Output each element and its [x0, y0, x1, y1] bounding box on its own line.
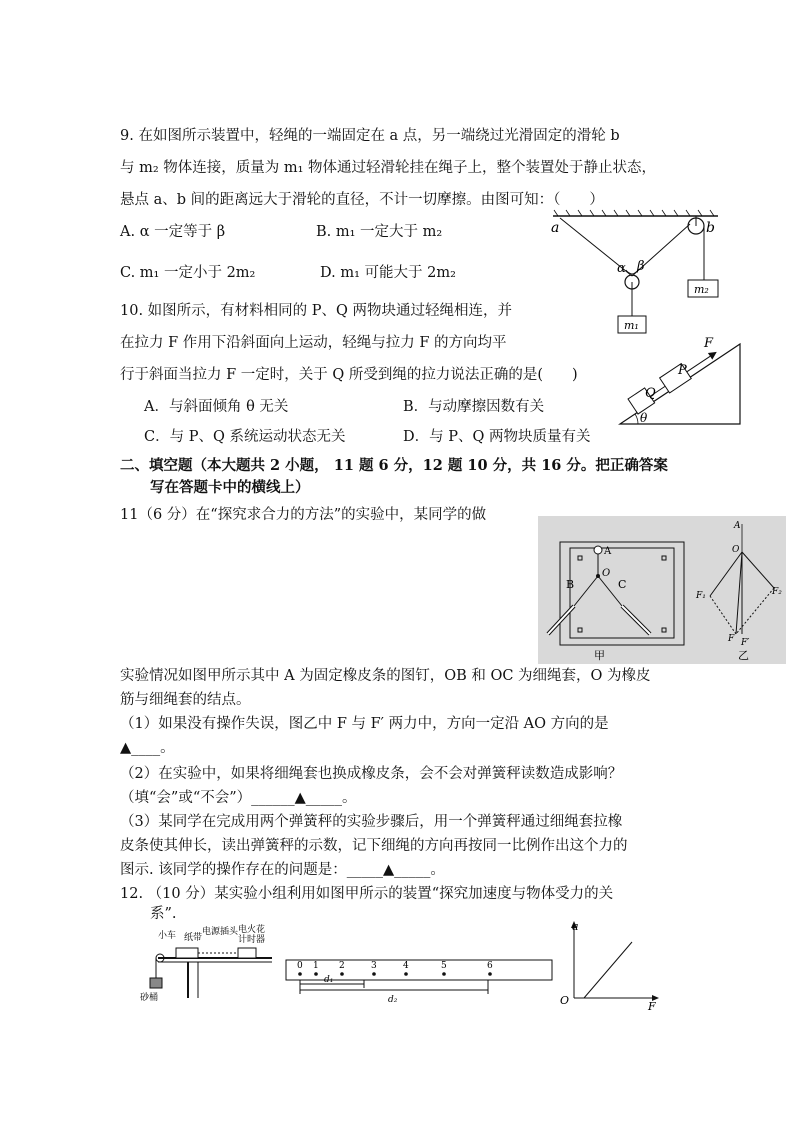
q11-fig-label-f1: F₁	[696, 591, 706, 601]
q10-incline-figure	[618, 338, 748, 428]
q12-fig-label-f-axis: F	[648, 1000, 656, 1013]
q11-fig-label-yi: 乙	[738, 649, 749, 662]
q12-fig-label-plug: 电源插头	[202, 927, 239, 937]
tape-dot	[314, 972, 318, 976]
q11-part3-line1: （3）某同学在完成用两个弹簧秤的实验步骤后，用一个弹簧秤通过细绳套拉橡	[120, 814, 623, 830]
q9-fig-label-alpha: α	[617, 261, 626, 276]
q12-fig-label-timer2: 计时器	[238, 935, 266, 945]
q11-fig-label-fprime: F′	[741, 638, 750, 648]
q11-fig-label-a2: A	[734, 521, 741, 531]
tape-tick-label: 3	[371, 961, 377, 971]
q11-fig-label-f: F	[728, 634, 735, 644]
q11-part3-answer-blank[interactable]: 图示. 该同学的操作存在的问题是：_____▲_____。	[120, 862, 445, 878]
q9-option-b: B. m₁ 一定大于 m₂	[316, 224, 443, 240]
q11-part1-line1: （1）如果没有操作失误，图乙中 F 与 F′ 两力中，方向一定沿 AO 方向的是	[120, 716, 609, 732]
section2-heading-line2: 写在答题卡中的横线上）	[150, 479, 310, 496]
tape-dot	[372, 972, 376, 976]
q12-stem-line2: 系”.	[150, 906, 177, 922]
q9-pulley-figure	[548, 210, 728, 340]
tape-tick-label: 0	[297, 961, 303, 971]
q9-fig-label-b: b	[706, 220, 715, 236]
q10-option-b: B．与动摩擦因数有关	[403, 399, 545, 415]
q11-part1-answer-blank[interactable]: ▲____。	[120, 740, 175, 756]
q11-fig-label-c: C	[618, 578, 627, 591]
q12-apparatus-figure	[138, 922, 278, 1002]
q12-graph-figure	[552, 918, 662, 1013]
q10-stem-line1: 10. 如图所示，有材料相同的 P、Q 两物块通过轻绳相连，并	[120, 303, 513, 319]
q11-stem-line3: 筋与细绳套的结点。	[120, 692, 251, 708]
q10-stem-line3: 行于斜面当拉力 F 一定时，关于 Q 所受到绳的拉力说法正确的是( )	[120, 367, 578, 383]
q9-stem-line3: 悬点 a、b 间的距离远大于滑轮的直径，不计一切摩擦。由图可知：（ ）	[120, 192, 604, 208]
q12-fig-label-tape: 纸带	[184, 933, 203, 943]
tape-tick-label: 5	[441, 961, 447, 971]
q11-fig-label-o: O	[602, 568, 611, 579]
q10-fig-label-f: F	[704, 336, 714, 351]
tape-dot	[404, 972, 408, 976]
q9-option-c: C. m₁ 一定小于 2m₂	[120, 265, 256, 281]
q12-fig-label-d2: d₂	[388, 995, 398, 1005]
tape-tick-marks	[297, 961, 493, 976]
tape-tick-label: 2	[339, 961, 345, 971]
q11-fig-label-jia: 甲	[594, 649, 605, 662]
q9-stem-line2: 与 m₂ 物体连接，质量为 m₁ 物体通过轻滑轮挂在绳子上，整个装置处于静止状态，	[120, 160, 657, 176]
q10-option-a: A．与斜面倾角 θ 无关	[144, 399, 289, 415]
section2-heading-line1: 二、填空题（本大题共 2 小题， 11 题 6 分，12 题 10 分，共 16 分。把正确答案	[120, 457, 668, 474]
tape-tick-label: 6	[487, 961, 493, 971]
q9-fig-label-a: a	[551, 220, 560, 236]
q9-fig-label-m2: m₂	[694, 283, 709, 296]
q10-option-d: D．与 P、Q 两物块质量有关	[403, 429, 591, 445]
q11-part2-line1: （2）在实验中，如果将细绳套也换成橡皮条，会不会对弹簧秤读数造成影响？	[120, 766, 623, 782]
tape-dot	[488, 972, 492, 976]
q10-stem-line2: 在拉力 F 作用下沿斜面向上运动，轻绳与拉力 F 的方向均平	[120, 335, 507, 351]
q11-stem-line2: 实验情况如图甲所示其中 A 为固定橡皮条的图钉，OB 和 OC 为细绳套，O 为橡皮	[120, 668, 651, 684]
tape-tick-label: 1	[313, 961, 319, 971]
q9-stem-line1: 9. 在如图所示装置中，轻绳的一端固定在 a 点，另一端绕过光滑固定的滑轮 b	[120, 128, 620, 144]
q10-fig-label-theta: θ	[640, 411, 648, 425]
q11-fig-label-a: A	[604, 546, 612, 557]
q11-part3-line2: 皮条使其伸长，读出弹簧秤的示数，记下细绳的方向再按同一比例作出这个力的	[120, 838, 628, 854]
q9-option-a: A. α 一定等于 β	[120, 224, 226, 240]
q12-fig-label-d1: d₁	[324, 975, 334, 985]
q11-fig-label-f2: F₂	[772, 587, 782, 597]
q10-fig-label-p: P	[678, 363, 687, 378]
q12-fig-label-timer1: 电火花	[238, 925, 266, 935]
tape-dot	[298, 972, 302, 976]
q11-part2-answer-blank[interactable]: （填“会”或“不会”）______▲_____。	[120, 790, 357, 806]
q11-fig-label-b: B	[566, 578, 575, 591]
q12-fig-label-bucket: 砂桶	[140, 993, 159, 1003]
q12-fig-label-origin: O	[560, 994, 570, 1007]
q11-stem-line1: 11（6 分）在“探究求合力的方法”的实验中，某同学的做	[120, 507, 487, 523]
q12-fig-label-car: 小车	[158, 931, 177, 941]
q11-fig-label-o2: O	[732, 545, 740, 555]
q9-option-d: D. m₁ 可能大于 2m₂	[320, 265, 456, 281]
q11-experiment-figure	[538, 516, 786, 664]
q12-tape-figure	[284, 954, 554, 1004]
q12-stem-line1: 12. （10 分）某实验小组利用如图甲所示的装置“探究加速度与物体受力的关	[120, 886, 614, 902]
tape-dot	[442, 972, 446, 976]
tape-tick-label: 4	[403, 961, 409, 971]
q9-fig-label-beta: β	[637, 259, 645, 274]
q9-fig-label-m1: m₁	[624, 319, 639, 332]
q10-fig-label-q: Q	[645, 386, 656, 401]
q12-fig-label-a-axis: a	[572, 920, 579, 933]
q10-option-c: C．与 P、Q 系统运动状态无关	[144, 429, 346, 445]
tape-dot	[340, 972, 344, 976]
